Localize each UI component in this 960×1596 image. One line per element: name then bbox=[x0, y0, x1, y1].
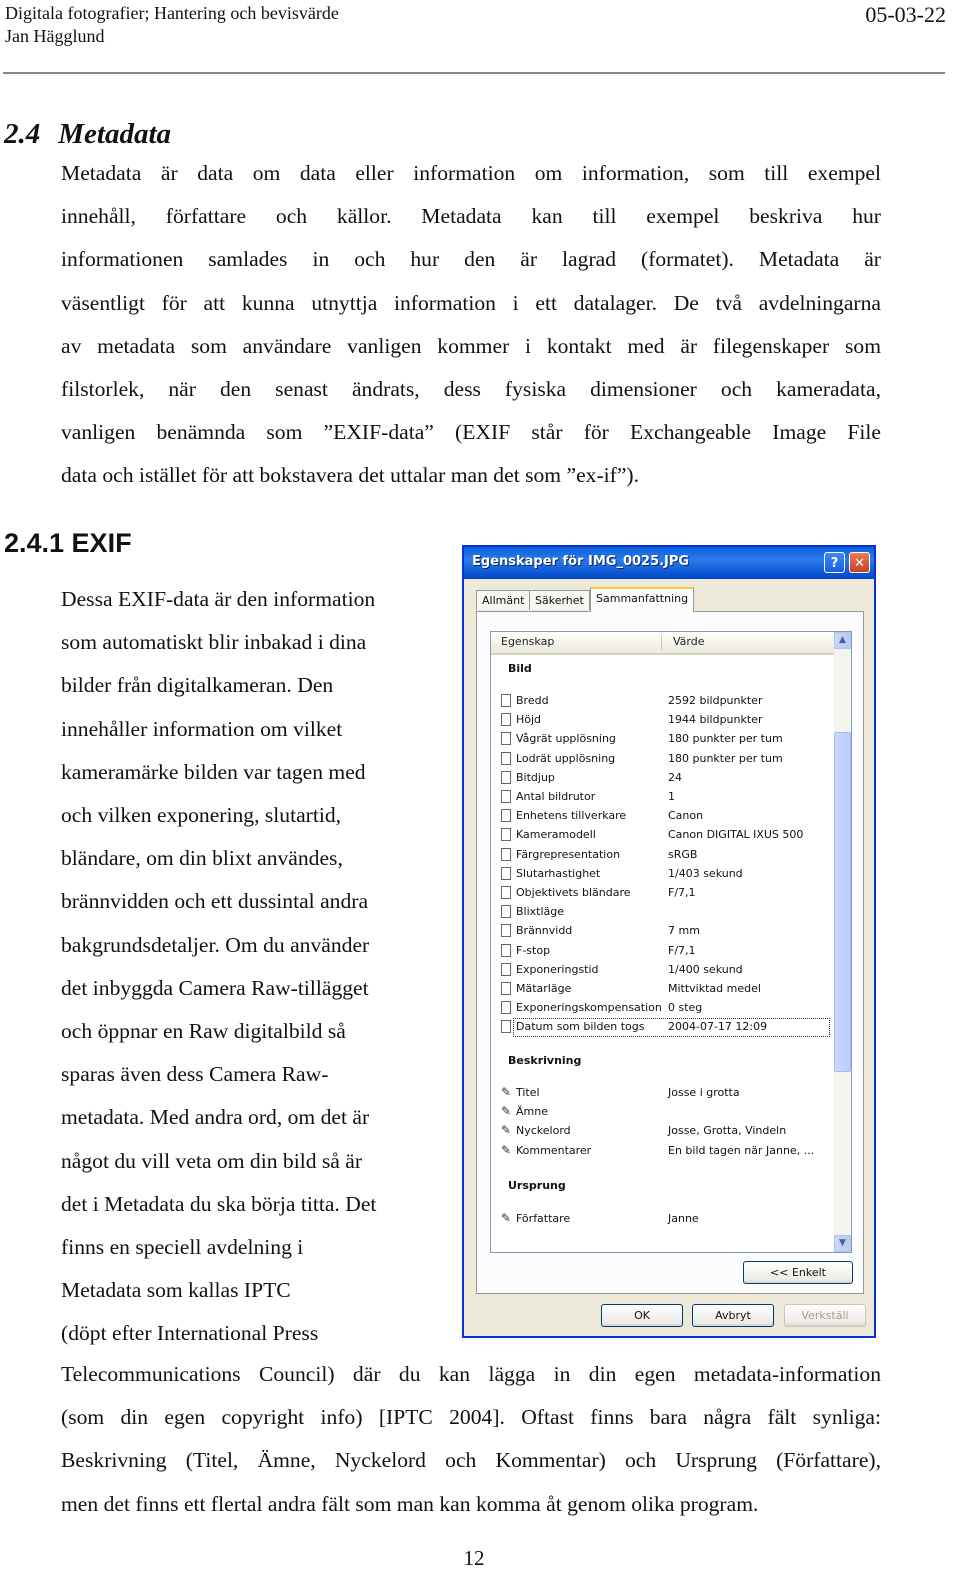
property-row[interactable] bbox=[491, 999, 834, 1018]
property-row[interactable] bbox=[491, 903, 834, 922]
intro-paragraph bbox=[61, 152, 881, 498]
property-name: Titel bbox=[516, 1086, 540, 1099]
property-row[interactable] bbox=[491, 942, 834, 961]
text-line: kameramärke bilden var tagen med bbox=[61, 759, 366, 784]
property-row[interactable] bbox=[491, 692, 834, 711]
scrollbar-thumb[interactable] bbox=[834, 732, 851, 1072]
property-value: En bild tagen när Janne, ... bbox=[668, 1143, 815, 1157]
property-name: Bredd bbox=[516, 694, 549, 707]
property-name: Blixtläge bbox=[516, 905, 565, 919]
property-row[interactable] bbox=[491, 1122, 834, 1141]
text-line: bilder från digitalkameran. Den bbox=[61, 673, 334, 698]
property-row[interactable] bbox=[491, 865, 834, 884]
cancel-button[interactable]: Avbryt bbox=[692, 1304, 774, 1327]
property-name: Enhetens tillverkare bbox=[516, 809, 627, 823]
property-value: Mittviktad medel bbox=[668, 982, 761, 995]
text-line: Telecommunications Council) där du kan lägga in din egen metadata-information bbox=[61, 1362, 881, 1386]
text-line: finns en speciell avdelning i bbox=[61, 1235, 304, 1260]
document-icon bbox=[501, 905, 511, 918]
properties-dialog bbox=[462, 545, 876, 1338]
property-list[interactable] bbox=[490, 631, 852, 1253]
edit-document-icon: ✎ bbox=[501, 1142, 512, 1157]
text-line: väsentligt för att kunna utnyttja information i ett datalager. De två avdelningarna bbox=[61, 290, 881, 315]
text-line: och vilken exponering, slutartid, bbox=[61, 803, 342, 828]
document-icon bbox=[501, 694, 511, 707]
document-icon bbox=[501, 790, 511, 803]
property-name: Antal bildrutor bbox=[516, 790, 596, 803]
document-icon bbox=[501, 828, 511, 841]
document-icon bbox=[501, 771, 511, 784]
property-row[interactable] bbox=[491, 1084, 834, 1103]
property-row[interactable] bbox=[491, 1103, 834, 1122]
property-name: Höjd bbox=[516, 713, 542, 727]
text-line: men det finns ett flertal andra fält som man kan komma åt genom olika program. bbox=[61, 1491, 759, 1516]
property-value: 1944 bildpunkter bbox=[668, 713, 763, 727]
document-icon bbox=[501, 848, 511, 861]
text-line: innehåller information om vilket bbox=[61, 716, 343, 741]
property-name: Författare bbox=[516, 1212, 571, 1225]
dialog-title: Egenskaper för IMG_0025.JPG bbox=[472, 554, 690, 569]
edit-document-icon: ✎ bbox=[501, 1104, 512, 1119]
dialog-titlebar bbox=[464, 547, 874, 579]
property-name: Lodrät upplösning bbox=[516, 751, 616, 765]
text-line: och öppnar en Raw digitalbild så bbox=[61, 1019, 346, 1044]
scroll-down-icon[interactable]: ▼ bbox=[834, 1235, 851, 1252]
property-value: 1 bbox=[668, 790, 675, 803]
document-icon bbox=[501, 732, 511, 745]
edit-document-icon: ✎ bbox=[501, 1123, 512, 1138]
property-row[interactable] bbox=[513, 1018, 830, 1037]
property-row[interactable] bbox=[491, 846, 834, 865]
page-header bbox=[5, 2, 339, 48]
property-row[interactable] bbox=[491, 730, 834, 749]
scroll-up-icon[interactable]: ▲ bbox=[834, 632, 851, 649]
property-value: 180 punkter per tum bbox=[668, 751, 783, 765]
text-line: bakgrundsdetaljer. Om du använder bbox=[61, 932, 370, 957]
text-line: Metadata som kallas IPTC bbox=[61, 1278, 291, 1303]
help-button[interactable]: ? bbox=[824, 552, 845, 573]
edit-document-icon: ✎ bbox=[501, 1085, 512, 1099]
property-value: Josse i grotta bbox=[668, 1086, 740, 1099]
text-line: Beskrivning (Titel, Ämne, Nyckelord och Kommentar) och Ursprung (Författare), bbox=[61, 1448, 881, 1473]
document-icon bbox=[501, 752, 511, 765]
property-row[interactable] bbox=[491, 980, 834, 999]
property-row[interactable] bbox=[491, 1142, 834, 1161]
text-line: sparas även dess Camera Raw- bbox=[61, 1062, 329, 1087]
property-value: 180 punkter per tum bbox=[668, 732, 783, 746]
property-value: 2592 bildpunkter bbox=[668, 694, 763, 707]
document-date: 05-03-22 bbox=[865, 2, 946, 27]
text-line: (döpt efter International Press bbox=[61, 1321, 319, 1346]
text-line: vanligen benämnda som ”EXIF-data” (EXIF står för Exchangeable Image File bbox=[61, 420, 881, 445]
edit-document-icon: ✎ bbox=[501, 1211, 512, 1225]
text-line: brännvidden och ett dussintal andra bbox=[61, 889, 369, 914]
property-value: 1/400 sekund bbox=[668, 962, 743, 976]
document-icon bbox=[501, 1001, 511, 1014]
exif-paragraph bbox=[61, 578, 431, 1356]
property-row[interactable] bbox=[491, 1210, 834, 1229]
apply-button[interactable]: Verkställ bbox=[784, 1304, 866, 1327]
property-value: 2004-07-17 12:09 bbox=[668, 1020, 768, 1034]
property-value: 1/403 sekund bbox=[668, 866, 743, 880]
text-line: informationen samlades in och hur den är lagrad (formatet). Metadata är bbox=[61, 247, 881, 272]
property-name: Bitdjup bbox=[516, 770, 555, 784]
document-icon bbox=[501, 809, 511, 822]
property-row[interactable] bbox=[491, 826, 834, 845]
document-icon bbox=[501, 982, 511, 995]
column-property[interactable]: Egenskap bbox=[501, 635, 555, 648]
text-line: filstorlek, när den senast ändrats, dess fysiska dimensioner och kameradata, bbox=[61, 377, 881, 402]
property-value: Janne bbox=[668, 1212, 699, 1225]
property-name: Exponeringstid bbox=[516, 962, 599, 976]
property-value: 7 mm bbox=[668, 924, 700, 938]
header-divider bbox=[3, 72, 945, 74]
property-value: Canon DIGITAL IXUS 500 bbox=[668, 828, 804, 842]
property-group-heading: Bild bbox=[508, 662, 532, 675]
property-value: 24 bbox=[668, 770, 682, 784]
text-line: bländare, om din blixt användes, bbox=[61, 846, 343, 871]
section-title: Metadata bbox=[58, 118, 172, 150]
property-name: Exponeringskompensation bbox=[516, 1001, 662, 1015]
property-row[interactable] bbox=[491, 711, 834, 730]
document-icon bbox=[501, 944, 511, 957]
text-line: som automatiskt blir inbakad i dina bbox=[61, 630, 367, 655]
property-value: F/7,1 bbox=[668, 886, 696, 899]
ok-button[interactable]: OK bbox=[601, 1304, 683, 1327]
property-name: Datum som bilden togs bbox=[516, 1020, 645, 1034]
property-group-heading: Ursprung bbox=[508, 1179, 566, 1192]
property-group-heading: Beskrivning bbox=[508, 1054, 582, 1067]
document-icon bbox=[501, 1020, 511, 1033]
text-line: det inbyggda Camera Raw-tillägget bbox=[61, 975, 369, 1000]
property-name: Nyckelord bbox=[516, 1124, 571, 1138]
property-name: Vågrät upplösning bbox=[516, 732, 616, 746]
section-heading bbox=[4, 118, 171, 151]
property-row[interactable] bbox=[491, 769, 834, 788]
property-name: Kommentarer bbox=[516, 1143, 592, 1157]
document-icon bbox=[501, 924, 511, 937]
document-icon bbox=[501, 886, 511, 899]
text-line: något du vill veta om din bild så är bbox=[61, 1148, 363, 1173]
property-value: sRGB bbox=[668, 847, 698, 861]
property-name: F-stop bbox=[516, 943, 551, 957]
section-number: 2.4 bbox=[4, 118, 41, 150]
simple-view-button[interactable]: << Enkelt bbox=[743, 1261, 853, 1284]
text-line: av metadata som användare vanligen kommer i kontakt med är filegenskaper som bbox=[61, 333, 881, 358]
document-icon bbox=[501, 713, 511, 726]
property-value: F/7,1 bbox=[668, 943, 696, 957]
tab-sammanfattning[interactable]: Sammanfattning bbox=[590, 587, 694, 612]
text-line: Dessa EXIF-data är den information bbox=[61, 587, 376, 611]
close-button[interactable]: ✕ bbox=[849, 552, 870, 573]
property-row[interactable] bbox=[491, 788, 834, 807]
property-name: Kameramodell bbox=[516, 828, 596, 842]
text-line: data och istället för att bokstavera det uttalar man det som ”ex-if”). bbox=[61, 463, 640, 488]
text-line: (som din egen copyright info) [IPTC 2004]. Oftast finns bara några fält synliga: bbox=[61, 1405, 881, 1430]
property-row[interactable] bbox=[491, 807, 834, 826]
continuation-paragraph bbox=[61, 1353, 881, 1526]
text-line: det i Metadata du ska börja titta. Det bbox=[61, 1191, 377, 1216]
property-row[interactable] bbox=[491, 961, 834, 980]
property-value: 0 steg bbox=[668, 1001, 703, 1015]
property-name: Färgrepresentation bbox=[516, 847, 621, 861]
property-row[interactable] bbox=[491, 884, 834, 903]
text-line: innehåll, författare och källor. Metadata kan till exempel beskriva hur bbox=[61, 204, 881, 229]
property-value: Josse, Grotta, Vindeln bbox=[668, 1124, 787, 1138]
tab-allmant[interactable]: Allmänt bbox=[476, 590, 530, 610]
tab-sakerhet[interactable]: Säkerhet bbox=[529, 590, 590, 610]
subsection-heading: 2.4.1 EXIF bbox=[4, 528, 132, 558]
document-icon bbox=[501, 867, 511, 880]
property-name: Ämne bbox=[516, 1105, 548, 1119]
list-column-header bbox=[491, 632, 834, 655]
text-line: Metadata är data om data eller information om information, som till exempel bbox=[61, 161, 881, 185]
text-line: metadata. Med andra ord, om det är bbox=[61, 1105, 370, 1130]
list-scrollbar[interactable] bbox=[834, 632, 851, 1252]
property-value: Canon bbox=[668, 809, 704, 823]
property-name: Mätarläge bbox=[516, 982, 572, 995]
page-number: 12 bbox=[463, 1546, 485, 1570]
column-divider[interactable] bbox=[661, 635, 662, 650]
document-icon bbox=[501, 963, 511, 976]
property-name: Brännvidd bbox=[516, 924, 573, 938]
property-name: Slutarhastighet bbox=[516, 866, 601, 880]
property-row[interactable] bbox=[491, 922, 834, 941]
document-author: Jan Hägglund bbox=[5, 26, 105, 46]
property-name: Objektivets bländare bbox=[516, 886, 631, 899]
property-row[interactable] bbox=[491, 750, 834, 769]
document-title: Digitala fotografier; Hantering och bevisvärde bbox=[5, 3, 339, 23]
column-value[interactable]: Värde bbox=[673, 635, 705, 648]
